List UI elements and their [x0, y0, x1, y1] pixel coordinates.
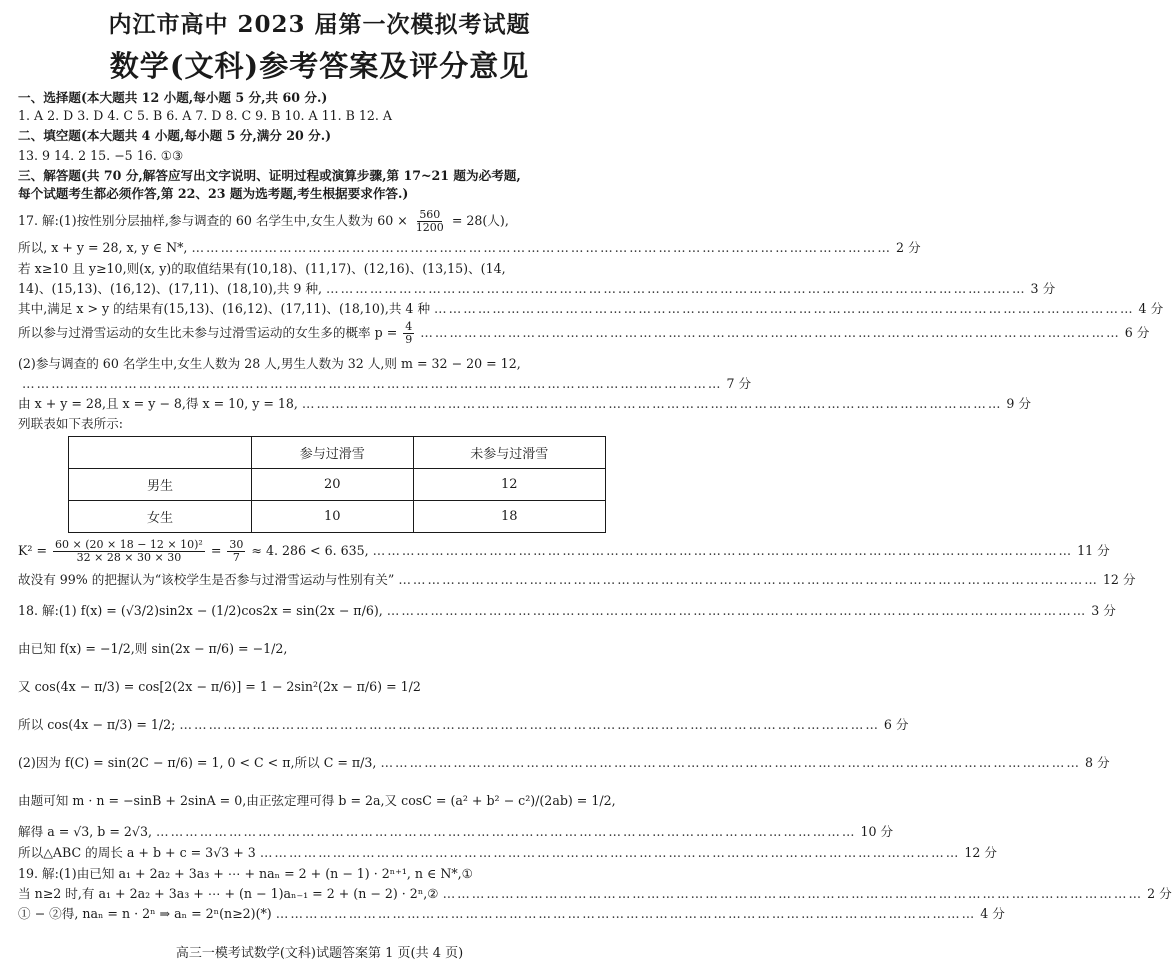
score: 2 分: [1147, 886, 1172, 901]
leader-dots: ………………………………………………………………………………………………………………………………: [434, 301, 1135, 316]
leader-dots: ………………………………………………………………………………………………………………………………: [398, 572, 1099, 587]
leader-dots: ………………………………………………………………………………………………………………………………: [386, 603, 1088, 618]
score: 4 分: [980, 906, 1005, 921]
table-cell: 女生: [69, 501, 252, 533]
q19-line-1: 19. 解:(1)由已知 a₁ + 2a₂ + 3a₃ + ⋯ + naₙ = 2 + (n − 1) · 2ⁿ⁺¹, n ∈ N*,①: [18, 866, 473, 881]
choice-answers: 1. A 2. D 3. D 4. C 5. B 6. A 7. D 8. C 9. B 10. A 11. B 12. A: [18, 108, 393, 123]
q17-line-3: 若 x≥10 且 y≥10,则(x, y)的取值结果有(10,18)、(11,17)、(12,16)、(13,15)、(14,: [18, 261, 506, 276]
page-footer: 高三一模考试数学(文科)试题答案第 1 页(共 4 页): [175, 946, 464, 961]
score: 2 分: [895, 240, 921, 255]
q19-line-2: 当 n≥2 时,有 a₁ + 2a₂ + 3a₃ + ⋯ + (n − 1)aₙ₋₁ = 2 + (n − 2) · 2ⁿ,② ……………………………………………………………………………………………………………………………… 2 分: [18, 884, 626, 904]
table-header-row: [69, 437, 606, 469]
leader-dots: ………………………………………………………………………………………………………………………………: [179, 717, 880, 732]
fraction: $\frac{560}{1200}$: [415, 208, 444, 234]
table-cell: 18: [413, 501, 605, 533]
leader-dots: ………………………………………………………………………………………………………………………………: [191, 240, 892, 255]
score: 12 分: [964, 845, 997, 860]
leader-dots: ………………………………………………………………………………………………………………………………: [259, 845, 961, 860]
section-choice-heading: 一、选择题(本大题共 12 小题,每小题 5 分,共 60 分.): [18, 90, 328, 105]
q18-line-5: (2)因为 f(C) = sin(2C − π/6) = 1, 0 < C < π,所以 C = π/3, ……………………………………………………………………………………………………………………………… 8 分: [18, 750, 626, 776]
table-cell: 20: [252, 469, 414, 501]
score: 10 分: [860, 824, 894, 839]
q17-line-6: 所以参与过滑雪运动的女生比未参与过滑雪运动的女生多的概率 p = $\frac{4}{9}$ ……………………………………………………………………………………………………………………………… 6 分: [18, 320, 1150, 346]
q18-line-4: 所以 cos(4x − π/3) = 1/2; ……………………………………………………………………………………………………………………………… 6 分: [18, 712, 626, 738]
table-row: [69, 469, 606, 501]
score: 6 分: [1124, 325, 1150, 340]
fraction: $\frac{30}{7}$: [229, 538, 244, 564]
q17-line-7: (2)参与调查的 60 名学生中,女生人数为 28 人,男生人数为 32 人,则 m = 32 − 20 = 12,: [18, 356, 521, 371]
table-cell: 10: [252, 501, 414, 533]
exam-title: 内江市高中 2023 届第一次模拟考试题: [108, 11, 531, 38]
q17-line-2: 所以, x + y = 28, x, y ∈ N*, ……………………………………………………………………………………………………………………………… 2 分: [18, 238, 626, 258]
score: 12 分: [1102, 572, 1136, 587]
q17-line-5: 其中,满足 x > y 的结果有(15,13)、(16,12)、(17,11)、(18,10),共 4 种 ……………………………………………………………………………………………………………………………… 4 分: [18, 299, 626, 319]
table-row: [69, 501, 606, 533]
section-solution-heading-2: 每个试题考生都必须作答,第 22、23 题为选考题,考生根据要求作答.): [18, 186, 409, 201]
q18-line-2: 由已知 f(x) = −1/2,则 sin(2x − π/6) = −1/2,: [18, 641, 288, 656]
fraction: $\frac{\text{60 × (20 × 18 − 12 × 10)²}}{32 \times 28 \times 30 \times 30}$: [55, 538, 203, 564]
fill-answers: 13. 9 14. 2 15. −5 16. ①③: [18, 148, 184, 163]
score: 3 分: [1091, 603, 1116, 618]
leader-dots: ………………………………………………………………………………………………………………………………: [275, 906, 977, 921]
table-header-cell: 未参与过滑雪: [413, 437, 605, 469]
score: 8 分: [1084, 755, 1110, 770]
section-solution-heading-1: 三、解答题(共 70 分,解答应写出文字说明、证明过程或演算步骤,第 17~21 题为必考题,: [18, 168, 521, 183]
leader-dots: ………………………………………………………………………………………………………………………………: [380, 755, 1081, 770]
leader-dots: ………………………………………………………………………………………………………………………………: [301, 396, 1003, 411]
q17-k2-line: K² = $\frac{\text{60 × (20 × 18 − 12 × 10)²}}{32 \times 28 \times 30 \times 30}$ = $\frac{30}{7}$ ≈ 4. 286 < 6. 635, ……………………………………………………………………………………………………………………………… 11 分: [18, 538, 1110, 564]
q18-line-7: 解得 a = √3, b = 2√3, ……………………………………………………………………………………………………………………………… 10 分: [18, 822, 626, 842]
leader-dots: ………………………………………………………………………………………………………………………………: [155, 824, 857, 839]
leader-dots: ………………………………………………………………………………………………………………………………: [326, 281, 1027, 296]
table-cell: 12: [413, 469, 605, 501]
score: 9 分: [1006, 396, 1032, 411]
score: 4 分: [1138, 301, 1164, 316]
q17-line-9: 由 x + y = 28,且 x = y − 8,得 x = 10, y = 18, ……………………………………………………………………………………………………………………………… 9 分: [18, 394, 626, 414]
score: 3 分: [1030, 281, 1056, 296]
leader-dots: ………………………………………………………………………………………………………………………………: [372, 543, 1074, 558]
q17-conclusion: 故没有 99% 的把握认为“该校学生是否参与过滑雪运动与性别有关” ……………………………………………………………………………………………………………………………… 12 分: [18, 570, 626, 590]
q18-line-6: 由题可知 m · n = −sinB + 2sinA = 0,由正弦定理可得 b = 2a,又 cosC = (a² + b² − c²)/(2ab) = 1/2,: [18, 793, 616, 808]
exam-subtitle: 数学(文科)参考答案及评分意见: [109, 49, 530, 83]
table-header-cell: 参与过滑雪: [252, 437, 414, 469]
fraction: $\frac{4}{9}$: [405, 320, 413, 346]
section-fill-heading: 二、填空题(本大题共 4 小题,每小题 5 分,满分 20 分.): [18, 128, 332, 143]
q18-line-3: 又 cos(4x − π/3) = cos[2(2x − π/6)] = 1 − 2sin²(2x − π/6) = 1/2: [18, 679, 421, 694]
q19-line-3: ① − ②得, naₙ = n · 2ⁿ ⇒ aₙ = 2ⁿ(n≥2)(*) ……………………………………………………………………………………………………………………………… 4 分: [18, 904, 626, 924]
score: 6 分: [883, 717, 909, 732]
q17-line-4: 14)、(15,13)、(16,12)、(17,11)、(18,10),共 9 种, ……………………………………………………………………………………………………………………………… 3 分: [18, 279, 626, 299]
leader-dots: ………………………………………………………………………………………………………………………………: [22, 376, 723, 391]
leader-dots: ………………………………………………………………………………………………………………………………: [442, 886, 1144, 901]
score: 7 分: [726, 376, 752, 391]
q17-line-1: 17. 解:(1)按性别分层抽样,参与调查的 60 名学生中,女生人数为 60 × $\frac{560}{1200}$ = 28(人),: [18, 208, 509, 234]
q18-line-1: 18. 解:(1) f(x) = (√3/2)sin2x − (1/2)cos2x = sin(2x − π/6), ……………………………………………………………………………………………………………………………… 3 分: [18, 598, 626, 624]
q17-line-10: 列联表如下表所示:: [18, 416, 123, 431]
q17-line-8: [18, 374, 752, 394]
q18-line-8: 所以△ABC 的周长 a + b + c = 3√3 + 3 ……………………………………………………………………………………………………………………………… 12 分: [18, 843, 626, 863]
contingency-table: [68, 436, 606, 533]
table-cell: 男生: [69, 469, 252, 501]
score: 11 分: [1077, 543, 1110, 558]
leader-dots: ………………………………………………………………………………………………………………………………: [420, 325, 1121, 340]
